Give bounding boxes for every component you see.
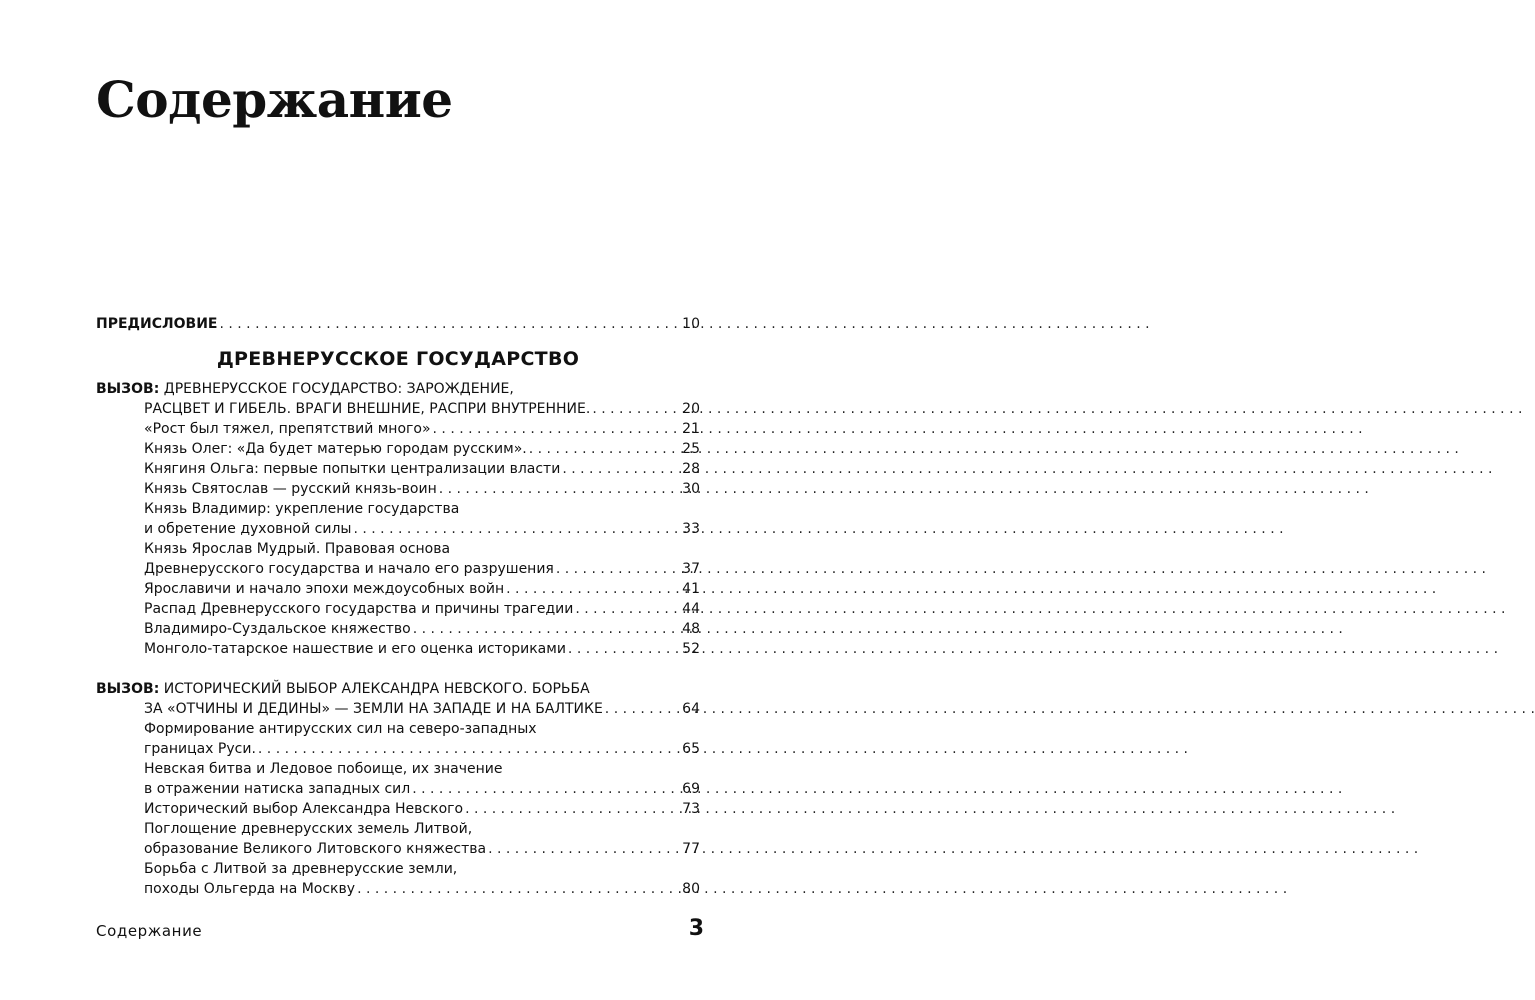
toc-challenge-line[interactable] <box>96 399 700 419</box>
toc-entry-label: границах Руси. <box>144 741 256 757</box>
dot-leader <box>575 599 680 619</box>
toc-entry[interactable] <box>96 619 700 639</box>
toc-entry[interactable] <box>96 639 700 659</box>
toc-page-number: 33 <box>682 521 700 537</box>
toc-entry[interactable] <box>96 419 700 439</box>
toc-page-number: 48 <box>682 621 700 637</box>
page-title: Содержание <box>96 70 453 129</box>
toc-page-number: 44 <box>682 601 700 617</box>
table-of-contents <box>96 314 700 899</box>
toc-page-number: 37 <box>682 561 700 577</box>
toc-entry[interactable] <box>96 459 700 479</box>
dot-leader <box>568 639 680 659</box>
dot-leader <box>592 399 680 419</box>
toc-entry-first-line[interactable] <box>96 719 700 739</box>
toc-page-number: 65 <box>682 741 700 757</box>
toc-page-number: 73 <box>682 801 700 817</box>
toc-entry-label: Исторический выбор Александра Невского <box>144 801 464 817</box>
toc-page-number: 21 <box>682 421 700 437</box>
dot-leader <box>357 879 680 899</box>
toc-entry-label: Князь Святослав — русский князь-воин <box>144 481 437 497</box>
toc-page-number: 41 <box>682 581 700 597</box>
toc-entry-label: Князь Владимир: укрепление государства <box>144 501 460 517</box>
dot-leader <box>433 419 681 439</box>
toc-entry-label: Ярославичи и начало эпохи междоусобных войн <box>144 581 505 597</box>
dot-leader <box>439 479 680 499</box>
toc-entry-label: Древнерусского государства и начало его разрушения <box>144 561 554 577</box>
toc-entry[interactable] <box>96 739 700 759</box>
toc-entry-label: в отражении натиска западных сил <box>144 781 411 797</box>
toc-entry-label: Княгиня Ольга: первые попытки централизации власти <box>144 461 561 477</box>
toc-entry-label: походы Ольгерда на Москву <box>144 881 356 897</box>
dot-leader <box>258 739 680 759</box>
toc-page-number: 77 <box>682 841 700 857</box>
dot-leader <box>465 799 680 819</box>
challenge-prefix: ВЫЗОВ: <box>96 681 160 697</box>
toc-entry-label: Князь Олег: «Да будет матерью городам русским». <box>144 441 527 457</box>
toc-challenge-line[interactable] <box>96 379 700 399</box>
toc-page-number: 20 <box>682 401 700 417</box>
dot-leader <box>556 559 680 579</box>
toc-entry-label: ПРЕДИСЛОВИЕ <box>96 316 218 332</box>
challenge-title-line: ИСТОРИЧЕСКИЙ ВЫБОР АЛЕКСАНДРА НЕВСКОГО. БОРЬБА <box>163 681 590 697</box>
footer-page-number: 3 <box>688 916 704 941</box>
toc-entry-label: Распад Древнерусского государства и причины трагедии <box>144 601 574 617</box>
toc-entry-preface[interactable] <box>96 314 700 334</box>
challenge-title-line: РАСЦВЕТ И ГИБЕЛЬ. ВРАГИ ВНЕШНИЕ, РАСПРИ ВНУТРЕННИЕ. <box>144 401 591 417</box>
dot-leader <box>413 619 680 639</box>
toc-entry-label: Владимиро-Суздальское княжество <box>144 621 411 637</box>
toc-entry-label: Князь Ярослав Мудрый. Правовая основа <box>144 541 451 557</box>
toc-entry[interactable] <box>96 559 700 579</box>
toc-entry-label: Борьба с Литвой за древнерусские земли, <box>144 861 458 877</box>
toc-entry[interactable] <box>96 439 700 459</box>
toc-challenge-line[interactable] <box>96 679 700 699</box>
toc-entry[interactable] <box>96 799 700 819</box>
toc-entry[interactable] <box>96 599 700 619</box>
toc-entry[interactable] <box>96 839 700 859</box>
toc-entry-label: Поглощение древнерусских земель Литвой, <box>144 821 473 837</box>
toc-entry-first-line[interactable] <box>96 499 700 519</box>
toc-page-number: 80 <box>682 881 700 897</box>
dot-leader <box>529 439 680 459</box>
challenge-title-line: ДРЕВНЕРУССКОЕ ГОСУДАРСТВО: ЗАРОЖДЕНИЕ, <box>163 381 514 397</box>
dot-leader <box>219 314 680 334</box>
dot-leader <box>412 779 680 799</box>
toc-page-number: 52 <box>682 641 700 657</box>
toc-page-number: 10 <box>682 316 700 332</box>
challenge-title-line: ЗА «ОТЧИНЫ И ДЕДИНЫ» — ЗЕМЛИ НА ЗАПАДЕ И НА БАЛТИКЕ <box>144 701 603 717</box>
toc-entry[interactable] <box>96 579 700 599</box>
dot-leader <box>562 459 680 479</box>
toc-entry-label: Формирование антирусских сил на северо-западных <box>144 721 537 737</box>
toc-challenge-line[interactable] <box>96 699 700 719</box>
dot-leader <box>506 579 680 599</box>
toc-page-number: 64 <box>682 701 700 717</box>
toc-entry-first-line[interactable] <box>96 819 700 839</box>
toc-entry-first-line[interactable] <box>96 539 700 559</box>
dot-leader <box>353 519 680 539</box>
toc-entry[interactable] <box>96 779 700 799</box>
section-heading: ДРЕВНЕРУССКОЕ ГОСУДАРСТВО <box>216 348 580 370</box>
toc-page-number: 28 <box>682 461 700 477</box>
toc-entry-label: Невская битва и Ледовое побоище, их значение <box>144 761 503 777</box>
challenge-prefix: ВЫЗОВ: <box>96 381 160 397</box>
toc-page-number: 30 <box>682 481 700 497</box>
toc-entry-first-line[interactable] <box>96 759 700 779</box>
toc-entry-label: образование Великого Литовского княжества <box>144 841 487 857</box>
spacer <box>96 659 700 679</box>
running-footer-title: Содержание <box>96 922 203 940</box>
toc-entry-first-line[interactable] <box>96 859 700 879</box>
toc-entry[interactable] <box>96 479 700 499</box>
toc-page-number: 25 <box>682 441 700 457</box>
dot-leader <box>605 699 680 719</box>
toc-entry-label: «Рост был тяжел, препятствий много» <box>144 421 431 437</box>
toc-entry[interactable] <box>96 519 700 539</box>
toc-entry[interactable] <box>96 879 700 899</box>
dot-leader <box>488 839 680 859</box>
toc-page-number: 69 <box>682 781 700 797</box>
toc-entry-label: и обретение духовной силы <box>144 521 352 537</box>
toc-entry-label: Монголо-татарское нашествие и его оценка историками <box>144 641 566 657</box>
